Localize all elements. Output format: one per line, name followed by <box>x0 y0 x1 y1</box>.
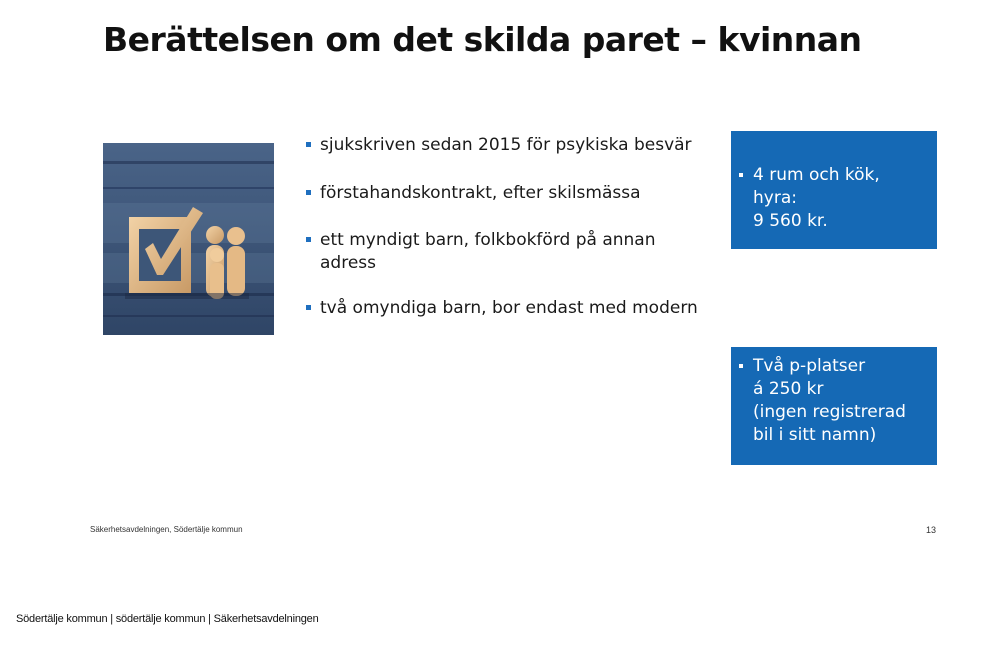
rent-text-1: 4 rum och kök, hyra: <box>753 165 880 208</box>
parking-line <box>739 401 927 424</box>
bullet-item <box>306 134 706 157</box>
rent-info-box <box>731 131 937 249</box>
parking-line <box>739 355 927 378</box>
bullet-item <box>306 182 706 205</box>
bullet-text: två omyndiga barn, bor endast med modern <box>320 298 698 318</box>
parking-info-box <box>731 347 937 465</box>
rent-line <box>739 164 927 210</box>
bullet-square-icon <box>306 190 311 195</box>
bullet-item <box>306 229 706 275</box>
slide-number: 13 <box>926 525 937 535</box>
page-caption: Södertälje kommun | södertälje kommun | Säkerhetsavdelningen <box>16 613 319 625</box>
slide-footer: Säkerhetsavdelningen, Södertälje kommun <box>90 525 243 534</box>
bullet-square-icon <box>739 364 743 368</box>
bullet-text: sjukskriven sedan 2015 för psykiska besvär <box>320 135 692 155</box>
bullet-square-icon <box>306 142 311 147</box>
bullet-text: ett myndigt barn, folkbokförd på annan adress <box>320 230 656 273</box>
bullet-square-icon <box>306 305 311 310</box>
rent-text-2: 9 560 kr. <box>753 211 828 231</box>
bullet-square-icon <box>739 173 743 177</box>
parking-text-4: bil i sitt namn) <box>753 425 877 445</box>
parking-text-1: Två p-platser <box>753 356 866 376</box>
bullet-square-icon <box>306 237 311 242</box>
bullet-item <box>306 297 706 320</box>
parking-line <box>739 424 927 447</box>
bullet-text: förstahandskontrakt, efter skilsmässa <box>320 183 641 203</box>
bullet-list <box>306 134 706 343</box>
parking-text-3: (ingen registrerad <box>753 402 906 422</box>
wooden-checkbox-family-image <box>103 143 274 335</box>
parking-line <box>739 378 927 401</box>
rent-line <box>739 210 927 233</box>
parking-text-2: á 250 kr <box>753 379 824 399</box>
slide-title: Berättelsen om det skilda paret – kvinnan <box>103 20 862 59</box>
